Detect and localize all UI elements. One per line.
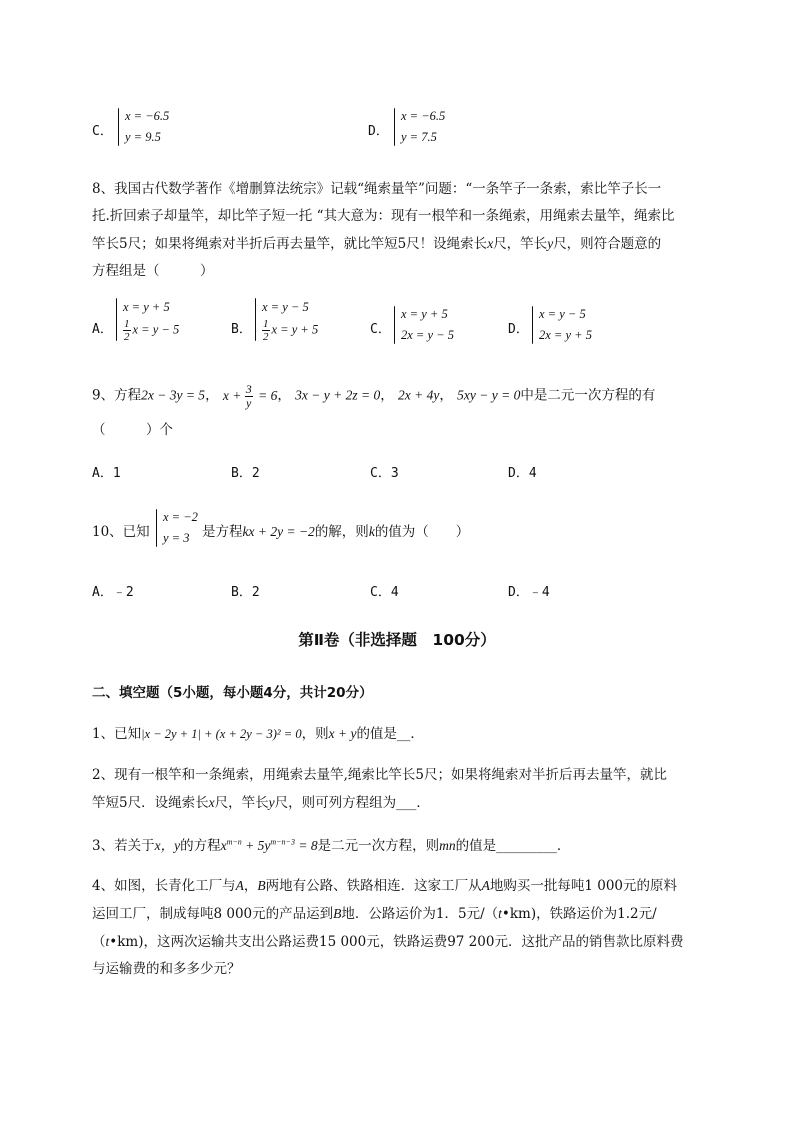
- question-8: [92, 176, 712, 285]
- q8-c-eq2: 2x = y − 5: [401, 328, 454, 342]
- q8-b-frac-num: 1: [263, 318, 269, 330]
- q9-line2: （ ）个: [92, 422, 173, 438]
- f3-mid: 的方程: [180, 838, 221, 854]
- q7-option-c-system: [118, 106, 169, 148]
- q9-sep: ，: [380, 387, 394, 404]
- f2-var-x: x: [208, 795, 215, 810]
- q7-option-c-label: C．: [92, 124, 113, 139]
- fill-question-2: [92, 762, 712, 817]
- q9-sep: ，: [439, 387, 453, 404]
- f4-line1-b: 两地有公路、铁路相连．这家工厂从: [265, 878, 482, 894]
- f1-suffix: 的值是__．: [356, 726, 424, 742]
- q10-equation: kx + 2y = −2: [242, 524, 315, 539]
- f4-line1-c: 地购买一批每吨1 000元的原料: [489, 878, 677, 894]
- q8-option-c-label: C．: [370, 322, 391, 337]
- q8-a-frac-den: 2: [124, 331, 130, 343]
- f3-mid2: 是二元一次方程，则: [317, 838, 440, 854]
- q7-option-d-label: D．: [368, 124, 389, 139]
- q8-c-eq1: x = y + 5: [401, 307, 448, 321]
- q9-suffix: 中是二元一次方程的有: [520, 387, 656, 404]
- q8-d-eq2: 2x = y + 5: [539, 328, 592, 342]
- f2-line1: 2、现有一根竿和一条绳索，用绳索去量竿,绳索比竿长5尺；如果将绳索对半折后再去量竿，就比: [92, 767, 667, 783]
- q8-line3-part-c: 尺，则符合题意的: [553, 236, 662, 252]
- q9-sep: ，: [277, 387, 291, 404]
- f3-eq-sup2: m−n−3: [270, 837, 295, 847]
- f2-line2-a: 竿短5尺．设绳索长: [92, 795, 209, 811]
- q10-eq2: y = 3: [163, 531, 190, 545]
- q7-d-eq2: y = 7.5: [401, 130, 437, 144]
- q10-suffix-a: 的解，则: [314, 524, 369, 540]
- f4-var-t2: t: [105, 934, 110, 949]
- q8-b-fraction: [262, 318, 270, 343]
- q8-option-a-label: A．: [92, 322, 113, 337]
- q8-a-eq2: [123, 318, 179, 343]
- q8-line4: 方程组是（ ）: [92, 263, 214, 279]
- f4-var-t1: t: [498, 906, 502, 921]
- q9-eq5: 5xy − y = 0: [457, 387, 521, 403]
- f4-point-a2: A: [481, 878, 490, 893]
- f4-point-a: A: [235, 878, 244, 893]
- q10-rest: [202, 520, 469, 540]
- q8-line3-part-a: 竿长5尺；如果将绳索对半折后再去量竿，就比竿短5尺！设绳索长: [92, 236, 488, 252]
- q8-d-eq1: x = y − 5: [539, 307, 586, 321]
- q9-eq2-num: 3: [245, 382, 252, 396]
- q9-eq4: 2x + 4y: [398, 387, 440, 403]
- f1-prefix: 1、已知: [92, 726, 142, 742]
- f2-line2-c: 尺，则可列方程组为___．: [274, 795, 430, 811]
- q10-mid: 是方程: [202, 524, 243, 540]
- q9-eq2-den: y: [246, 396, 252, 410]
- fill-question-1: [92, 722, 424, 742]
- q9-eq1: 2x − 3y = 5: [141, 387, 206, 403]
- f3-equation: [221, 838, 318, 853]
- q10-option-a: A．﹣2: [92, 585, 134, 600]
- q7-c-eq1: x = −6.5: [125, 109, 170, 123]
- part2-title: 第Ⅱ卷（非选择题 100分）: [298, 631, 496, 649]
- q9-eq2-fraction: [245, 383, 253, 410]
- q9-option-d: D．4: [508, 466, 537, 481]
- f3-eq-c: = 8: [294, 838, 318, 853]
- f4-line4: 与运输费的和多多少元？: [92, 961, 241, 977]
- f2-line2: [92, 789, 712, 817]
- q9-prefix: 9、方程: [92, 387, 142, 404]
- section2-title: 二、填空题（5小题，每小题4分，共计20分）: [92, 685, 373, 701]
- q10-system: [156, 507, 198, 549]
- q8-b-eq2: [262, 318, 318, 343]
- q8-line3: [92, 230, 712, 258]
- q8-b-eq2-text: x = y + 5: [271, 322, 319, 337]
- q10-var-k: k: [368, 524, 375, 539]
- f1-mid: ，则: [301, 726, 329, 742]
- q8-line3-part-b: 尺，竿长: [493, 236, 548, 252]
- q10-option-b: B．2: [231, 585, 260, 600]
- f4-line3-b: •km)，这两次运输共支出公路运费15 000元，铁路运费97 200元．这批产品的销售款比原料费: [109, 934, 684, 950]
- f3-prefix: 3、若关于: [92, 838, 155, 854]
- q9-sep: ，: [205, 387, 219, 404]
- f4-point-b2: B: [333, 906, 342, 921]
- q10-option-c: C．4: [370, 585, 399, 600]
- f1-expr: x + y: [328, 726, 357, 741]
- q8-var-y: y: [547, 236, 554, 251]
- q9-option-a: A．1: [92, 466, 121, 481]
- q8-b-frac-den: 2: [263, 331, 269, 343]
- f3-eq-a: x: [220, 838, 227, 853]
- f3-var-mn: mn: [439, 838, 456, 853]
- q7-d-eq1: x = −6.5: [401, 109, 446, 123]
- q9-option-c: C．3: [370, 466, 399, 481]
- q7-option-d-system: [394, 106, 445, 148]
- q9-eq3: 3x − y + 2z = 0: [295, 387, 381, 403]
- f2-line2-b: 尺，竿长: [214, 795, 269, 811]
- q8-option-d-label: D．: [508, 322, 529, 337]
- f3-suffix: 的值是_________．: [455, 838, 571, 854]
- q10-prefix: 10、已知: [92, 524, 150, 540]
- fill-question-4: [92, 872, 712, 983]
- f2-var-y: y: [268, 795, 275, 810]
- q8-option-c-system: [394, 304, 454, 346]
- fill-question-3: [92, 834, 570, 854]
- f4-line2-c: •km)，铁路运价为1.2元/: [501, 906, 657, 922]
- q8-a-eq1: x = y + 5: [123, 300, 170, 314]
- f3-vars: x，y: [154, 838, 181, 853]
- f4-line2: [92, 900, 712, 928]
- q10-eq1: x = −2: [163, 510, 198, 524]
- question-9: [92, 383, 655, 410]
- q8-var-x: x: [487, 236, 494, 251]
- q8-option-b-system: [255, 296, 318, 343]
- q10-option-d: D．﹣4: [508, 585, 550, 600]
- q8-option-a-system: [116, 296, 179, 343]
- q10-suffix-b: 的值为（ ）: [374, 524, 470, 540]
- q8-a-frac-num: 1: [124, 318, 130, 330]
- q8-a-fraction: [123, 318, 131, 343]
- q8-line1: 8、我国古代数学著作《增删算法统宗》记载“绳索量竿”问题：“一条竿子一条索，索比竿子长一: [92, 181, 662, 197]
- f4-point-b: B: [257, 878, 266, 893]
- q8-option-b-label: B．: [231, 322, 252, 337]
- q9-option-b: B．2: [231, 466, 260, 481]
- q8-a-eq2-text: x = y − 5: [132, 322, 180, 337]
- f4-sep: ，: [243, 878, 258, 894]
- f3-eq-b: + 5y: [241, 838, 271, 853]
- f1-equation: |x − 2y + 1| + (x + 2y − 3)² = 0: [141, 727, 302, 741]
- q9-eq2-a: x +: [222, 387, 245, 403]
- q8-line2: 托.折回索子却量竿，却比竿子短一托 “其大意为：现有一根竿和一条绳索，用绳索去量竿，绳索比: [92, 208, 675, 224]
- q7-c-eq2: y = 9.5: [125, 130, 161, 144]
- q8-b-eq1: x = y − 5: [262, 300, 309, 314]
- f4-line1: [92, 872, 712, 900]
- q8-option-d-system: [532, 304, 592, 346]
- q9-eq2: [222, 382, 278, 410]
- q9-eq2-b: = 6: [254, 387, 278, 403]
- f4-line3: [92, 928, 712, 956]
- f4-line2-a: 运回工厂，制成每吨8 000元的产品运到: [92, 906, 334, 922]
- f4-line3-a: （: [92, 934, 106, 950]
- f4-line1-a: 4、如图，长青化工厂与: [92, 878, 236, 894]
- f4-line2-b: 地．公路运价为1．5元/（: [341, 906, 499, 922]
- f3-eq-sup1: m−n: [226, 837, 242, 847]
